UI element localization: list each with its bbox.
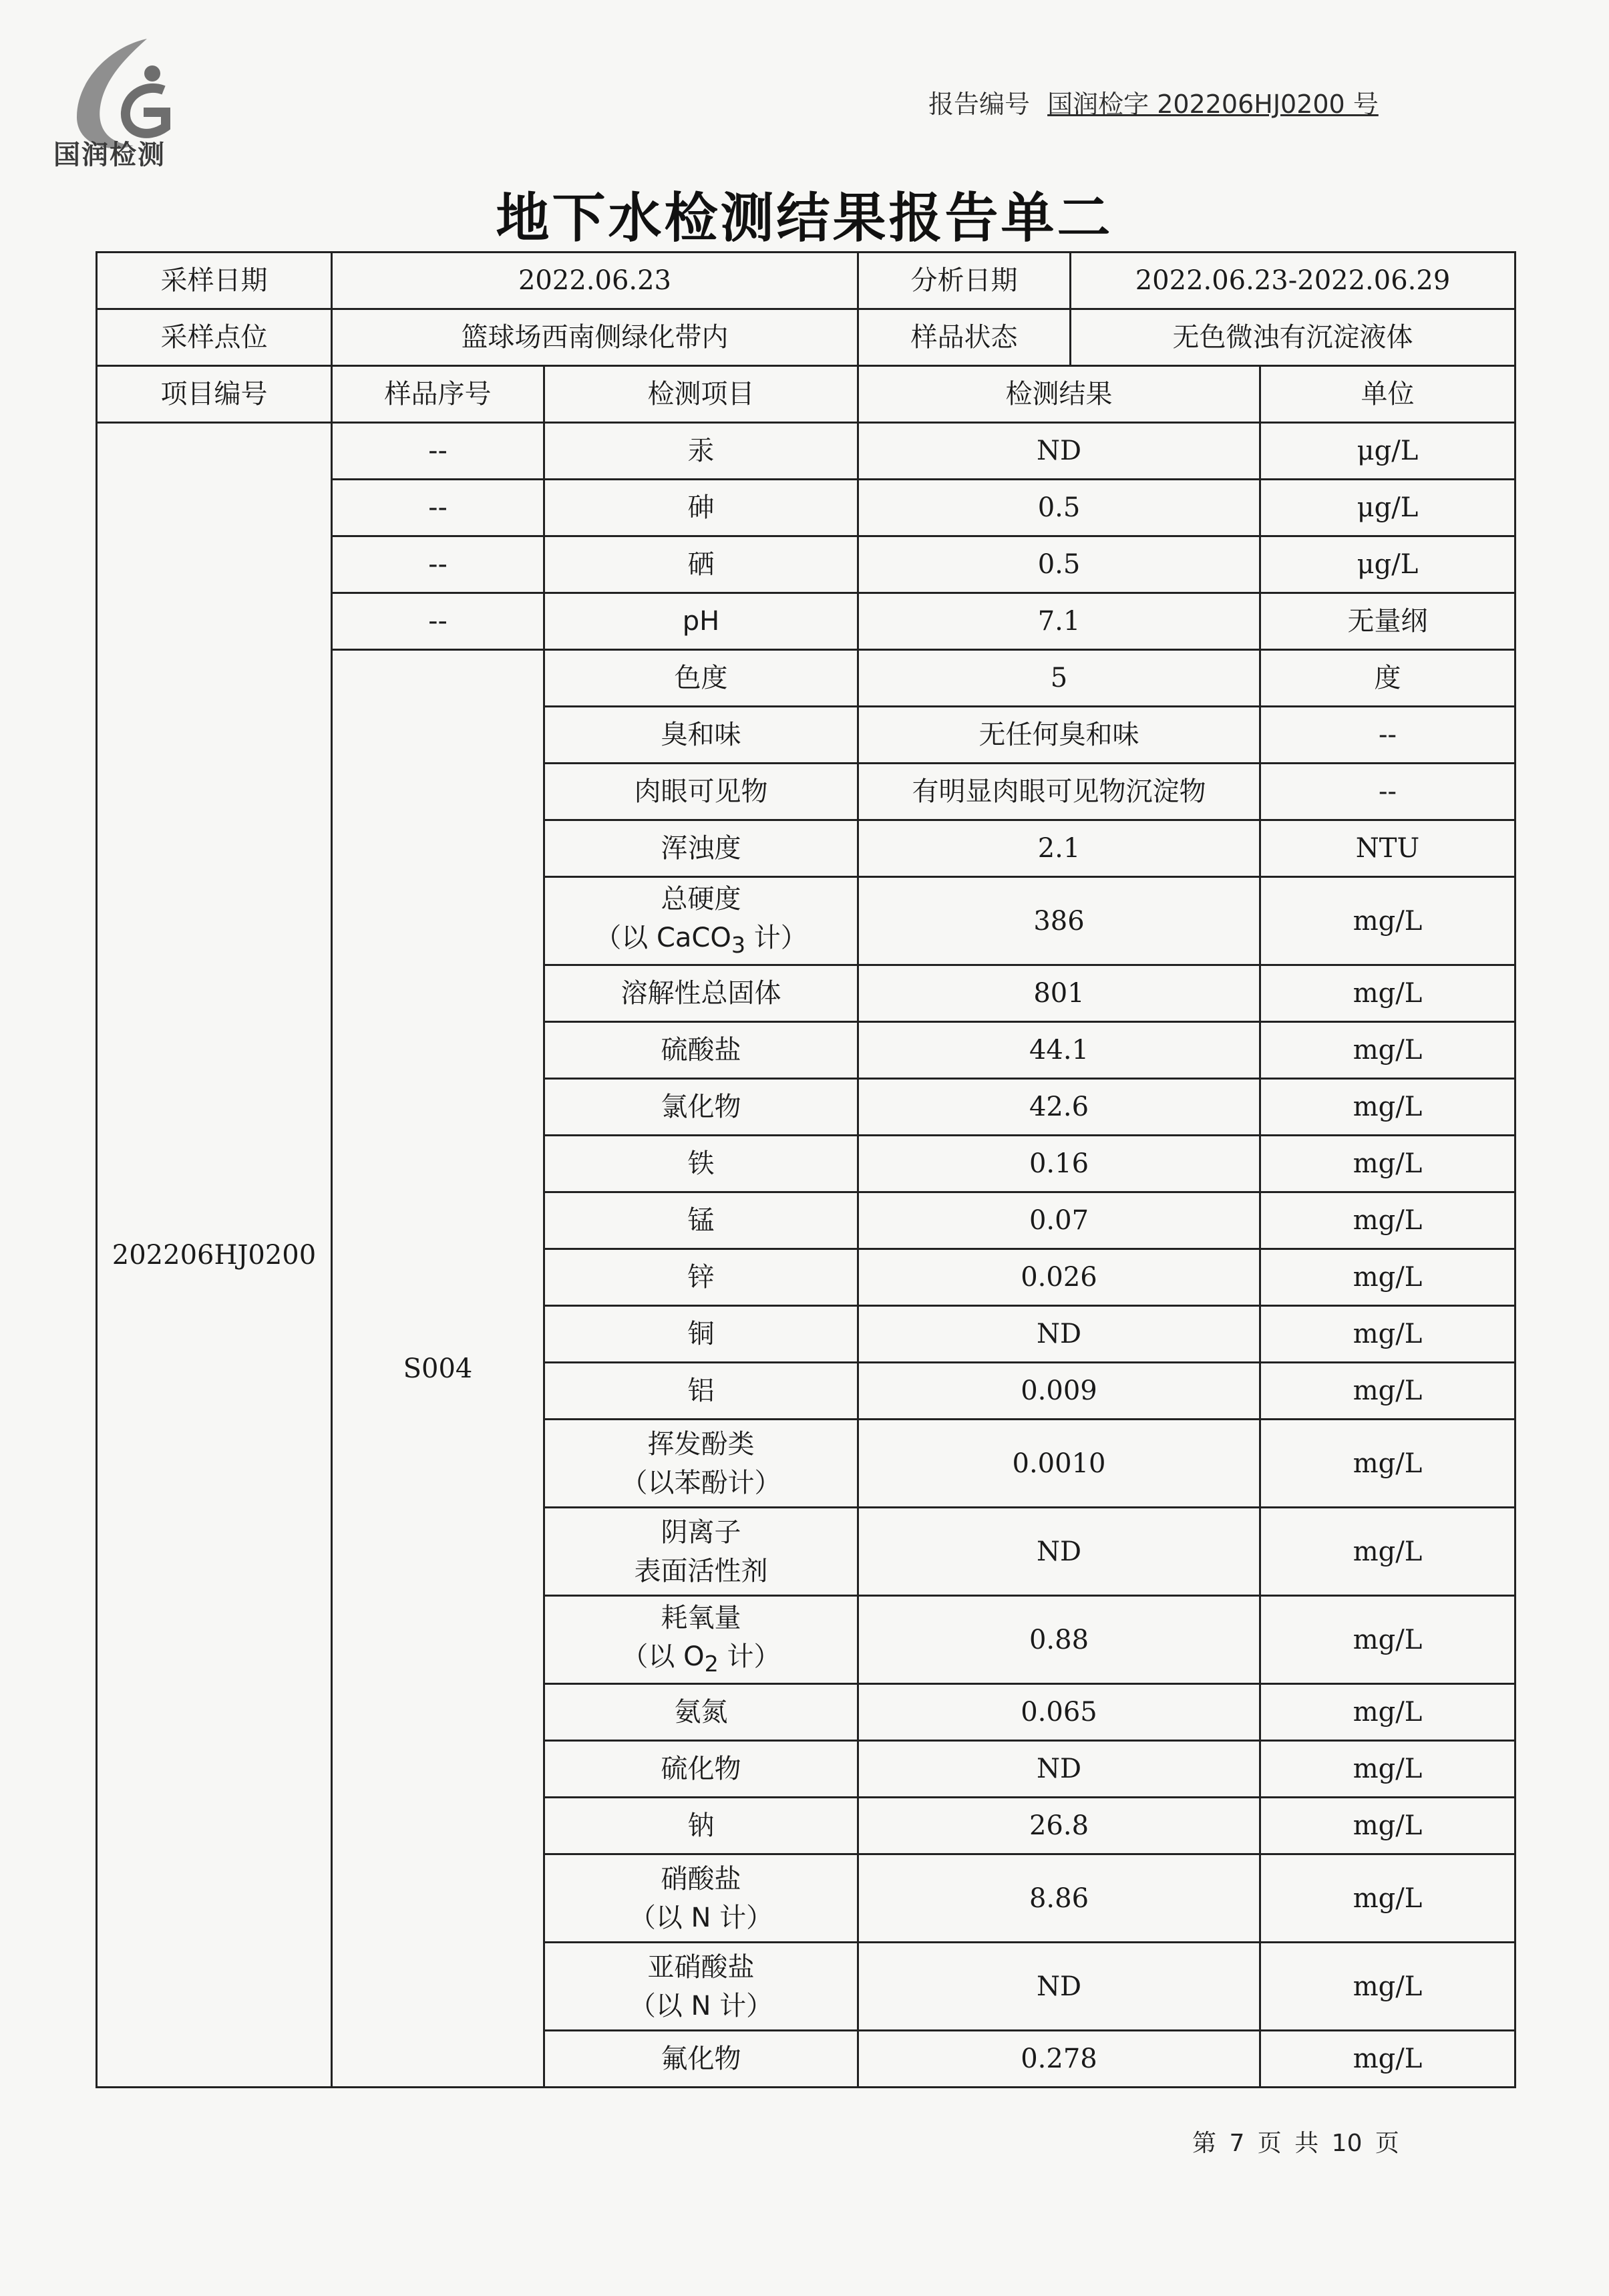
- results-table-body: [97, 253, 1515, 2088]
- unit-cell: mg/L: [1260, 1798, 1515, 1854]
- item-cell: [544, 1798, 858, 1854]
- table-row: [97, 423, 1515, 480]
- item-cell: [544, 707, 858, 764]
- item-name: 阴离子: [661, 1516, 741, 1548]
- sampling-date-label: 采样日期: [97, 253, 332, 309]
- col-header-result: 检测结果: [858, 366, 1260, 423]
- item-cell: [544, 593, 858, 650]
- item-cell: [544, 1192, 858, 1249]
- item-note: 表面活性剂: [634, 1555, 768, 1587]
- results-table: [96, 251, 1516, 2088]
- unit-cell: --: [1260, 707, 1515, 764]
- item-cell: [544, 1136, 858, 1192]
- unit-cell: mg/L: [1260, 1854, 1515, 1943]
- sampling-point-label: 采样点位: [97, 309, 332, 366]
- col-header-unit: 单位: [1260, 366, 1515, 423]
- result-cell: 有明显肉眼可见物沉淀物: [858, 764, 1260, 820]
- result-cell: 0.5: [858, 480, 1260, 536]
- column-header-row: [97, 366, 1515, 423]
- unit-cell: mg/L: [1260, 1306, 1515, 1363]
- sample-seq-cell: --: [332, 536, 544, 593]
- unit-cell: mg/L: [1260, 1420, 1515, 1508]
- item-cell: [544, 1306, 858, 1363]
- item-name: 浑浊度: [661, 833, 741, 864]
- unit-cell: mg/L: [1260, 1741, 1515, 1798]
- item-note: （以苯酚计）: [620, 1467, 781, 1498]
- unit-cell: --: [1260, 764, 1515, 820]
- report-number-label: 报告编号: [928, 90, 1031, 119]
- sampling-point-value: 篮球场西南侧绿化带内: [332, 309, 858, 366]
- result-cell: 0.16: [858, 1136, 1260, 1192]
- item-cell: [544, 480, 858, 536]
- item-cell: [544, 1249, 858, 1306]
- item-name: 总硬度: [661, 884, 741, 915]
- page-title: 地下水检测结果报告单二: [496, 187, 1113, 249]
- result-cell: 0.5: [858, 536, 1260, 593]
- result-cell: ND: [858, 1943, 1260, 2031]
- result-cell: 0.88: [858, 1596, 1260, 1684]
- info-row-location: [97, 309, 1515, 366]
- unit-cell: 无量纲: [1260, 593, 1515, 650]
- item-name: 臭和味: [661, 719, 741, 750]
- report-number-value: 国润检字 202206HJ0200 号: [1047, 90, 1379, 119]
- result-cell: ND: [858, 1508, 1260, 1596]
- sample-seq-cell: --: [332, 480, 544, 536]
- item-cell: [544, 820, 858, 877]
- unit-cell: μg/L: [1260, 536, 1515, 593]
- unit-cell: mg/L: [1260, 2031, 1515, 2088]
- result-cell: ND: [858, 1741, 1260, 1798]
- unit-cell: mg/L: [1260, 1363, 1515, 1420]
- item-name: 氨氮: [674, 1697, 728, 1728]
- item-cell: [544, 2031, 858, 2088]
- info-row-dates: [97, 253, 1515, 309]
- unit-cell: mg/L: [1260, 877, 1515, 965]
- result-cell: 801: [858, 965, 1260, 1022]
- item-name: 色度: [674, 663, 728, 693]
- item-name: 铜: [687, 1319, 715, 1349]
- item-note: （以 N 计）: [629, 1990, 773, 2021]
- item-cell: [544, 965, 858, 1022]
- item-name: 挥发酚类: [647, 1428, 755, 1460]
- item-cell: [544, 877, 858, 965]
- unit-cell: NTU: [1260, 820, 1515, 877]
- item-cell: [544, 1508, 858, 1596]
- result-cell: 26.8: [858, 1798, 1260, 1854]
- item-name: 硫酸盐: [661, 1035, 741, 1065]
- logo-g-mark: [126, 88, 166, 134]
- result-cell: 0.026: [858, 1249, 1260, 1306]
- result-cell: 2.1: [858, 820, 1260, 877]
- unit-cell: mg/L: [1260, 1192, 1515, 1249]
- report-number: [928, 84, 1379, 120]
- unit-cell: mg/L: [1260, 1136, 1515, 1192]
- item-cell: [544, 1596, 858, 1684]
- item-cell: [544, 650, 858, 707]
- sample-seq-cell: S004: [332, 650, 544, 2088]
- unit-cell: mg/L: [1260, 965, 1515, 1022]
- result-cell: 8.86: [858, 1854, 1260, 1943]
- item-cell: [544, 1684, 858, 1741]
- item-cell: [544, 1022, 858, 1079]
- item-cell: [544, 536, 858, 593]
- item-note: （以 CaCO$_3$ 计）: [594, 923, 808, 959]
- result-cell: 7.1: [858, 593, 1260, 650]
- item-cell: [544, 423, 858, 480]
- item-name: 砷: [687, 492, 715, 523]
- item-cell: [544, 764, 858, 820]
- result-cell: ND: [858, 423, 1260, 480]
- item-name: 汞: [687, 436, 715, 466]
- col-header-item: 检测项目: [544, 366, 858, 423]
- item-name: 氟化物: [661, 2043, 741, 2074]
- logo-dot: [144, 65, 160, 81]
- item-name: 硫化物: [661, 1754, 741, 1784]
- page-number: 第 7 页 共 10 页: [1192, 2130, 1399, 2157]
- unit-cell: μg/L: [1260, 480, 1515, 536]
- result-cell: 0.0010: [858, 1420, 1260, 1508]
- sample-state-value: 无色微浊有沉淀液体: [1071, 309, 1515, 366]
- col-header-sample-seq: 样品序号: [332, 366, 544, 423]
- item-cell: [544, 1079, 858, 1136]
- result-cell: 42.6: [858, 1079, 1260, 1136]
- item-cell: [544, 1943, 858, 2031]
- item-name: 硝酸盐: [661, 1863, 741, 1895]
- item-name: 钠: [687, 1810, 715, 1841]
- col-header-project-no: 项目编号: [97, 366, 332, 423]
- item-note: （以 $O_2$ 计）: [621, 1641, 781, 1677]
- analysis-date-label: 分析日期: [858, 253, 1071, 309]
- result-cell: 0.009: [858, 1363, 1260, 1420]
- result-cell: 无任何臭和味: [858, 707, 1260, 764]
- item-name: 亚硝酸盐: [647, 1951, 755, 1983]
- unit-cell: mg/L: [1260, 1508, 1515, 1596]
- item-name: 氯化物: [661, 1092, 741, 1122]
- item-name: 铝: [687, 1375, 715, 1406]
- sample-seq-cell: --: [332, 593, 544, 650]
- unit-cell: 度: [1260, 650, 1515, 707]
- item-name: 锰: [687, 1205, 715, 1236]
- sampling-date-value: 2022.06.23: [332, 253, 858, 309]
- result-cell: 0.065: [858, 1684, 1260, 1741]
- unit-cell: mg/L: [1260, 1684, 1515, 1741]
- item-name: 硒: [687, 549, 715, 580]
- sample-state-label: 样品状态: [858, 309, 1071, 366]
- project-number-cell: 202206HJ0200: [97, 423, 332, 2088]
- result-cell: 0.07: [858, 1192, 1260, 1249]
- unit-cell: mg/L: [1260, 1249, 1515, 1306]
- item-cell: [544, 1854, 858, 1943]
- result-cell: 386: [858, 877, 1260, 965]
- result-cell: 5: [858, 650, 1260, 707]
- sample-seq-cell: --: [332, 423, 544, 480]
- item-name: 肉眼可见物: [634, 776, 768, 807]
- item-name: pH: [682, 606, 720, 637]
- item-note: （以 N 计）: [629, 1902, 773, 1933]
- unit-cell: μg/L: [1260, 423, 1515, 480]
- item-cell: [544, 1420, 858, 1508]
- item-name: 锌: [687, 1262, 715, 1293]
- item-cell: [544, 1363, 858, 1420]
- analysis-date-value: 2022.06.23-2022.06.29: [1071, 253, 1515, 309]
- item-name: 溶解性总固体: [620, 978, 781, 1009]
- unit-cell: mg/L: [1260, 1596, 1515, 1684]
- item-name: 铁: [687, 1148, 715, 1179]
- result-cell: 0.278: [858, 2031, 1260, 2088]
- logo-text: 国润检测: [53, 140, 166, 170]
- result-cell: ND: [858, 1306, 1260, 1363]
- unit-cell: mg/L: [1260, 1022, 1515, 1079]
- unit-cell: mg/L: [1260, 1943, 1515, 2031]
- unit-cell: mg/L: [1260, 1079, 1515, 1136]
- item-name: 耗氧量: [661, 1603, 741, 1634]
- item-cell: [544, 1741, 858, 1798]
- result-cell: 44.1: [858, 1022, 1260, 1079]
